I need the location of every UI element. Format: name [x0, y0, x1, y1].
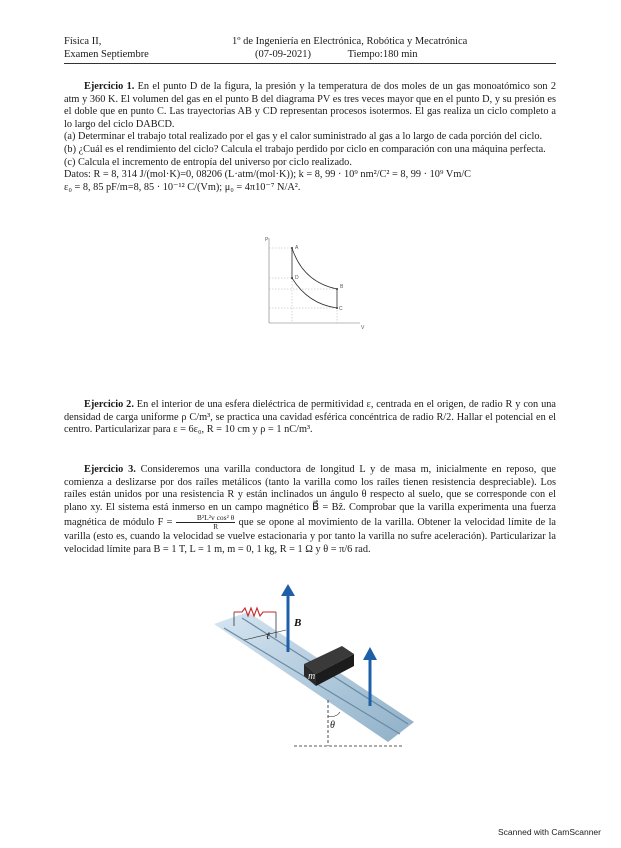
pv-point-a-label: A: [295, 245, 299, 251]
exercise-2-label: Ejercicio 2.: [84, 399, 134, 410]
pv-point-b: [336, 288, 338, 290]
exam-name: Examen Septiembre: [64, 49, 149, 60]
field-arrowhead-2: [363, 647, 377, 660]
pv-path-ab: [292, 248, 337, 289]
pv-v-axis-label: V: [361, 325, 365, 330]
rail-figure: [204, 582, 416, 748]
pv-point-a: [291, 247, 293, 249]
header-left: [64, 35, 149, 61]
exercise-3: [64, 464, 556, 557]
exercise-1-question-a: (a) Determinar el trabajo total realizado por el gas y el calor suministrado al gas a lo largo de cada porción del ciclo.: [64, 131, 543, 143]
force-fraction-numerator: B²L²v cos² θ: [176, 514, 235, 523]
field-arrowhead-1: [281, 584, 295, 596]
pv-diagram: [263, 234, 365, 330]
length-label: ℓ: [266, 631, 271, 642]
exercise-2: [64, 399, 556, 437]
exercise-1: [64, 81, 556, 194]
force-fraction-denominator: R: [213, 522, 219, 532]
exercise-1-data-line-2: ε₀ = 8, 85 pF/m=8, 85 · 10⁻¹² C/(Vm); μ₀ = 4π10⁻⁷ N/A².: [64, 181, 301, 193]
exercise-1-intro: En el punto D de la figura, la presión y la temperatura de dos moles de un gas monoatómico son 2 atm y 360 K. El volumen del gas en el punto B del diagrama PV es tres veces mayor que en el punto D, y su presión es el doble que en punto C. Las trayectorias AB y CD representan procesos isotermos. El gas realiza un ciclo completo a lo largo del ciclo DABCD.: [64, 81, 557, 130]
exercise-2-text: En el interior de una esfera dieléctrica de permitividad ε, centrada en el origen, de radio R y con una densidad de carga uniforme ρ C/m³, se practica una cavidad esférica concéntrica de radio R/2. Hallar el potencial en el centro. Particularizar para ε = 6ε₀, R = 10 cm y ρ = 1 nC/m³.: [64, 399, 556, 436]
pv-point-c: [336, 307, 338, 309]
pv-p-axis-label: P: [265, 237, 269, 243]
exercise-3-label: Ejercicio 3.: [84, 464, 136, 475]
pv-point-d: [291, 277, 293, 279]
exercise-1-question-b: (b) ¿Cuál es el rendimiento del ciclo? Calcula el trabajo perdido por ciclo en comparación con una máquina perfecta.: [64, 143, 546, 155]
exam-time: Tiempo:180 min: [347, 49, 418, 60]
pv-path-cd: [292, 278, 337, 308]
pv-point-d-label: D: [295, 275, 299, 281]
exam-date: (07-09-2021): [255, 49, 311, 60]
angle-label: θ: [330, 720, 335, 731]
degree-name: 1º de Ingeniería en Electrónica, Robótica y Mecatrónica: [232, 36, 468, 47]
field-b-label: B⃗: [294, 617, 310, 629]
scanner-watermark: Scanned with CamScanner: [497, 827, 601, 837]
exercise-3-text-b: que se opone al movimiento de la varilla. Obtener la velocidad límite de la varilla (esto es, cuando la velocidad se vuelve estacionaria y por tanto la varilla no sufre aceleración). Particularizar la velocidad límite para B = 1 T, L = 1 m, m = 0, 1 kg, R = 1 Ω y θ = π/6 rad.: [64, 517, 557, 555]
pv-point-b-label: B: [340, 284, 344, 290]
mass-label: m: [308, 671, 316, 682]
course-name: Física II,: [64, 36, 102, 47]
angle-arc: [328, 712, 340, 717]
exercise-1-data-line-1: Datos: R = 8, 314 J/(mol·K)=0, 08206 (L·atm/(mol·K)); k = 8, 99 · 10⁹ nm²/C² = 8, 99 · 10⁹ Vm/C: [64, 169, 472, 181]
exercise-1-question-c: (c) Calcula el incremento de entropía del universo por ciclo realizado.: [64, 156, 352, 168]
force-fraction: [176, 514, 235, 531]
exercise-1-label: Ejercicio 1.: [84, 81, 135, 92]
pv-point-c-label: C: [339, 306, 343, 312]
header-right: [232, 35, 467, 61]
header-rule: [64, 63, 556, 64]
exercise-3-text-a: Consideremos una varilla conductora de longitud L y de masa m, inicialmente en reposo, que comienza a deslizarse por dos raíles metálicos (tanto la varilla como los raíles tienen resistencia despreciable). Los raíles están unidos por una resistencia R y están inclinados un ángulo θ respecto al suelo, que se corresponde con el plano xy. El sistema está inmerso en un campo magnético B⃗ = Bẑ. Comprobar que la varilla experimenta una fuerza magnética de módulo F =: [64, 464, 556, 529]
